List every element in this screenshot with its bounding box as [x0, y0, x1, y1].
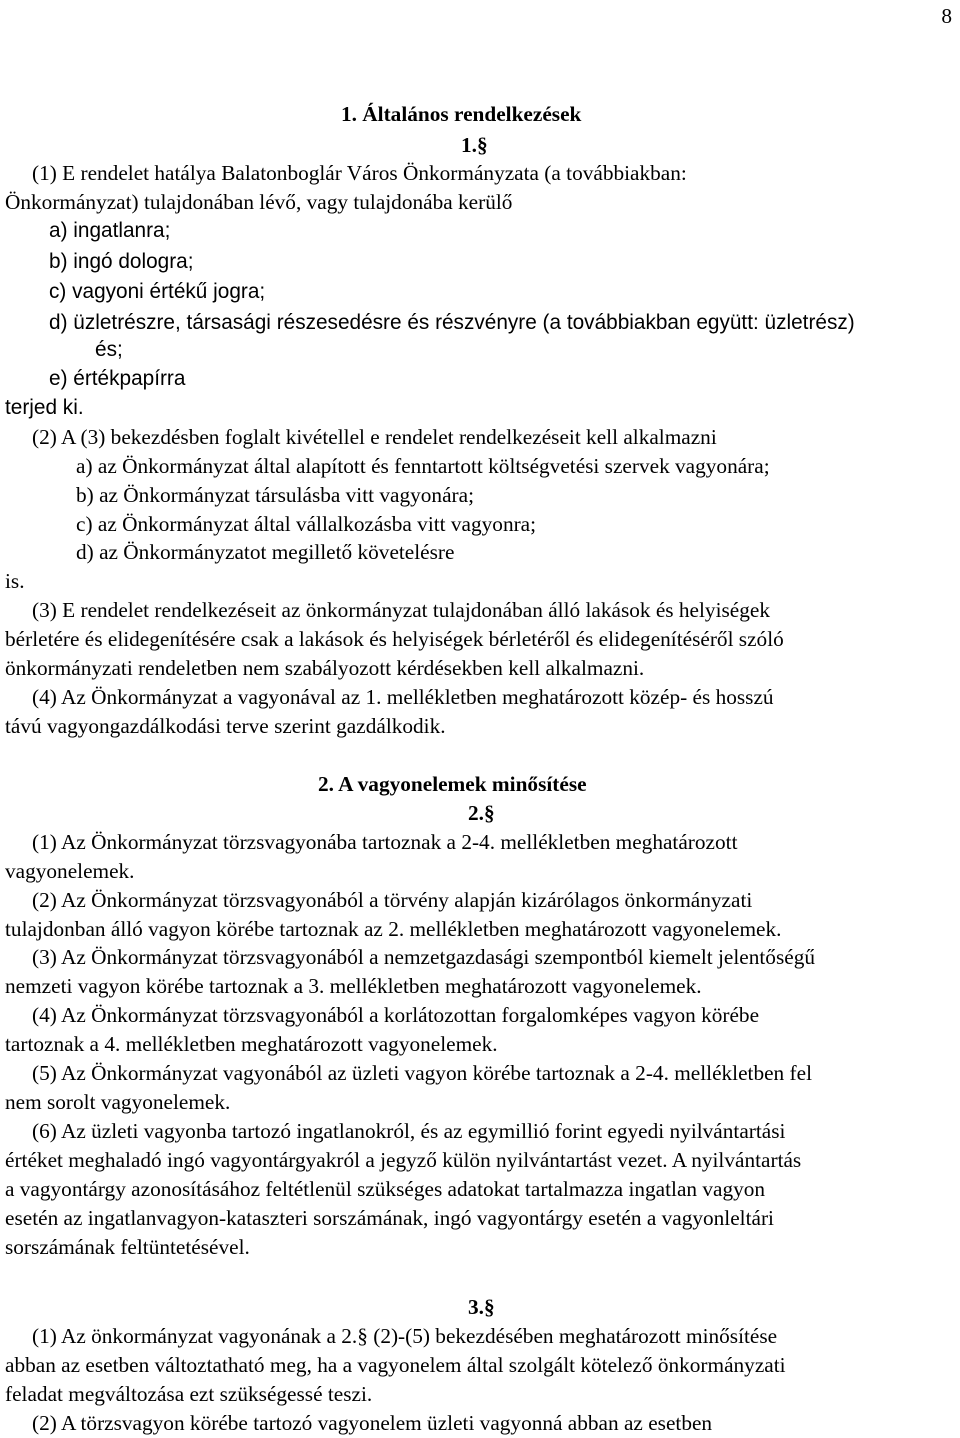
- text-line: (4) Az Önkormányzat a vagyonával az 1. mellékletben meghatározott közép- és hosszú: [32, 685, 774, 709]
- text-line: feladat megváltozása ezt szükségessé teszi.: [5, 1382, 373, 1406]
- list-item: d) üzletrészre, társasági részesedésre és részvényre (a továbbiakban együtt: üzletrész): [49, 311, 855, 334]
- list-item: e) értékpapírra: [49, 367, 186, 390]
- text-line: távú vagyongazdálkodási terve szerint gazdálkodik.: [5, 714, 446, 738]
- list-item: a) az Önkormányzat által alapított és fenntartott költségvetési szervek vagyonára;: [76, 454, 770, 478]
- text-line: (3) Az Önkormányzat törzsvagyonából a nemzetgazdasági szempontból kiemelt jelentőségű: [32, 945, 815, 969]
- text-line: bérletére és elidegenítésére csak a lakások és helyiségek bérletéről és elidegenítéséről szóló: [5, 627, 784, 651]
- text-line: (2) A (3) bekezdésben foglalt kivétellel e rendelet rendelkezéseit kell alkalmazni: [32, 425, 717, 449]
- text-line: (5) Az Önkormányzat vagyonából az üzleti vagyon körébe tartoznak a 2-4. mellékletben fel: [32, 1061, 812, 1085]
- paragraph-sign: 3.§: [468, 1295, 495, 1319]
- text-line: értéket meghaladó ingó vagyontárgyakról a jegyző külön nyilvántartást vezet. A nyilvántartás: [5, 1148, 802, 1172]
- text-line: esetén az ingatlanvagyon-kataszteri sorszámának, ingó vagyontárgy esetén a vagyonleltári: [5, 1206, 774, 1230]
- list-item: c) vagyoni értékű jogra;: [49, 280, 266, 303]
- text-line: sorszámának feltüntetésével.: [5, 1235, 250, 1259]
- paragraph-sign: 2.§: [468, 801, 495, 825]
- text-line: nemzeti vagyon körébe tartoznak a 3. mellékletben meghatározott vagyonelemek.: [5, 974, 702, 998]
- list-item: és;: [95, 338, 123, 361]
- list-item: b) ingó dologra;: [49, 250, 194, 273]
- page-number: 8: [941, 4, 952, 28]
- text-line: nem sorolt vagyonelemek.: [5, 1090, 231, 1114]
- text-line: (1) E rendelet hatálya Balatonboglár Város Önkormányzata (a továbbiakban:: [32, 161, 687, 185]
- text-line: (2) Az Önkormányzat törzsvagyonából a törvény alapján kizárólagos önkormányzati: [32, 888, 753, 912]
- section-heading: 2. A vagyonelemek minősítése: [318, 772, 587, 796]
- list-item: d) az Önkormányzatot megillető követelésre: [76, 540, 455, 564]
- list-item: a) ingatlanra;: [49, 219, 171, 242]
- text-line: tartoznak a 4. mellékletben meghatározott vagyonelemek.: [5, 1032, 498, 1056]
- paragraph-sign: 1.§: [461, 133, 488, 157]
- text-line: (6) Az üzleti vagyonba tartozó ingatlanokról, és az egymillió forint egyedi nyilvántartási: [32, 1119, 786, 1143]
- text-line: a vagyontárgy azonosításához feltétlenül szükséges adatokat tartalmazza ingatlan vagyon: [5, 1177, 766, 1201]
- list-item: b) az Önkormányzat társulásba vitt vagyonára;: [76, 483, 474, 507]
- text-line: tulajdonban álló vagyon körébe tartoznak az 2. mellékletben meghatározott vagyonelemek.: [5, 917, 782, 941]
- text-line: terjed ki.: [5, 396, 84, 419]
- text-line: vagyonelemek.: [5, 859, 135, 883]
- list-item: c) az Önkormányzat által vállalkozásba vitt vagyonra;: [76, 512, 537, 536]
- text-line: abban az esetben változtatható meg, ha a vagyonelem által szolgált kötelező önkormányzati: [5, 1353, 786, 1377]
- text-line: is.: [5, 569, 25, 593]
- text-line: (2) A törzsvagyon körébe tartozó vagyonelem üzleti vagyonná abban az esetben: [32, 1411, 713, 1435]
- text-line: (1) Az önkormányzat vagyonának a 2.§ (2)-(5) bekezdésében meghatározott minősítése: [32, 1324, 778, 1348]
- text-line: (3) E rendelet rendelkezéseit az önkormányzat tulajdonában álló lakások és helyiségek: [32, 598, 770, 622]
- section-heading: 1. Általános rendelkezések: [341, 102, 582, 126]
- text-line: Önkormányzat) tulajdonában lévő, vagy tulajdonába kerülő: [5, 190, 513, 214]
- text-line: (4) Az Önkormányzat törzsvagyonából a korlátozottan forgalomképes vagyon körébe: [32, 1003, 760, 1027]
- text-line: (1) Az Önkormányzat törzsvagyonába tartoznak a 2-4. mellékletben meghatározott: [32, 830, 738, 854]
- text-line: önkormányzati rendeletben nem szabályozott kérdésekben kell alkalmazni.: [5, 656, 645, 680]
